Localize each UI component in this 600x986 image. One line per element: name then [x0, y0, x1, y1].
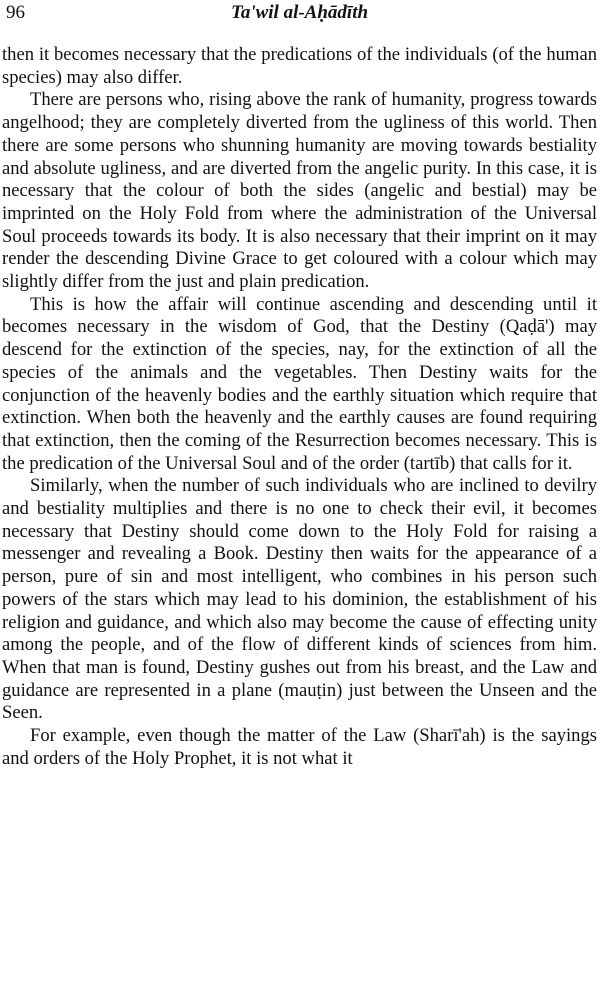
page-header: [2, 0, 597, 44]
page-number: 96: [6, 2, 25, 23]
paragraph-continued: then it becomes necessary that the predications of the individuals (of the human species) may also differ.: [2, 44, 597, 88]
running-title: Ta'wil al-Aḥādīth: [230, 2, 369, 23]
paragraph: This is how the affair will continue ascending and descending until it becomes necessary in the wisdom of God, that the Destiny (Qaḍā') may descend for the extinction of the species, nay, for the extinction of all the species of the animals and the vegetables. Then Destiny waits for the conjunction of the heavenly bodies and the earthly situation which require that extinction. When both the heavenly and the earthly causes are found requiring that extinction, then the coming of the Resurrection becomes necessary. This is the predication of the Universal Soul and of the order (tartīb) that calls for it.: [2, 293, 597, 474]
body-text: [2, 44, 597, 771]
paragraph: Similarly, when the number of such individuals who are inclined to devilry and bestiality multiplies and there is no one to check their evil, it becomes necessary that Destiny should come down to the Holy Fold for raising a messenger and revealing a Book. Destiny then waits for the appearance of a person, pure of sin and most intelligent, who combines in his person such powers of the stars which may lead to his dominion, the establishment of his religion and guidance, and which also may become the cause of effecting unity among the people, and of the flow of different kinds of sciences from him. When that man is found, Destiny gushes out from his breast, and the Law and guidance are represented in a plane (mauṭin) just between the Unseen and the Seen.: [2, 475, 597, 724]
paragraph: For example, even though the matter of the Law (Sharī'ah) is the sayings and orders of the Holy Prophet, it is not what it: [2, 725, 597, 769]
paragraph: There are persons who, rising above the rank of humanity, progress towards angelhood; they are completely diverted from the ugliness of this world. Then there are some persons who shunning humanity are moving towards bestiality and absolute ugliness, and are diverted from the angelic purity. In this case, it is necessary that the colour of both the sides (angelic and bestial) may be imprinted on the Holy Fold from where the administration of the Universal Soul proceeds towards its body. It is also necessary that their imprint on it may render the descending Divine Grace to get coloured with a colour which may slightly differ from the just and plain predication.: [2, 89, 597, 293]
